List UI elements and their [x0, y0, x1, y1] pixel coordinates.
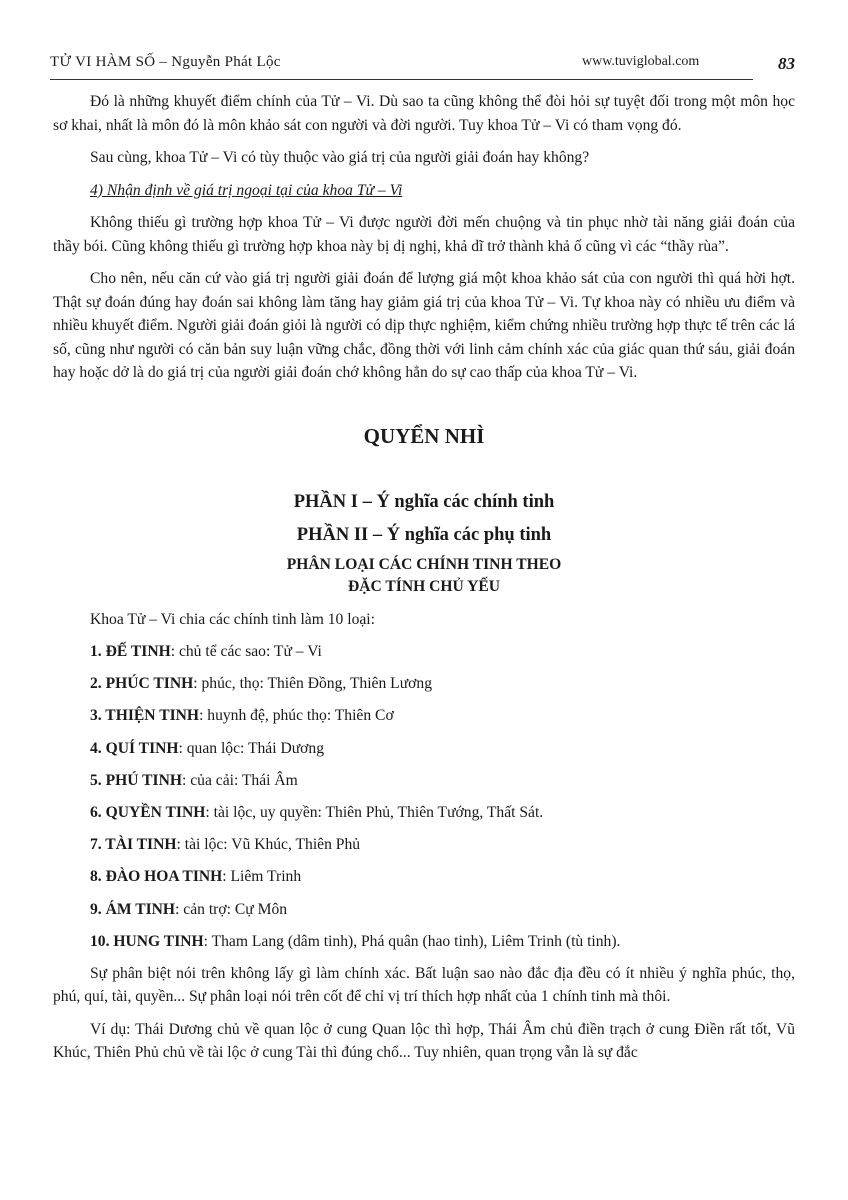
book-title: QUYỂN NHÌ — [363, 423, 485, 448]
paragraph: Cho nên, nếu căn cứ vào giá trị người giải đoán để lượng giá một khoa khảo sát của con người thì quá hời hợt. Thật sự đoán đúng hay đoán sai không làm tăng hay giảm giá trị của khoa Tử – Vi. Tự khoa này có nhiều ưu điểm và nhiều khuyết điểm. Người giải đoán giỏi là người có dịp thực nghiệm, kiểm chứng nhiều trường hợp thực tế trên các lá số, cũng như người có căn bản suy luận vững chắc, đồng thời với linh cảm chính xác của giác quan thứ sáu, giải đoán hay hoặc dở là do giá trị của người giải đoán chớ không hẳn do sự cao thấp của khoa Tử – Vi. — [53, 270, 795, 381]
classification-heading-line: PHÂN LOẠI CÁC CHÍNH TINH THEO — [286, 555, 562, 573]
paragraph: Không thiếu gì trường hợp khoa Tử – Vi được người đời mến chuộng và tin phục nhờ tài năng giải đoán của thầy bói. Cũng không thiếu gì trường hợp khoa này bị dị nghị, khả dĩ trở thành khả ố cũng vì các “thầy rùa”. — [53, 214, 795, 255]
intro-line: Khoa Tử – Vi chia các chính tinh làm 10 loại: — [90, 610, 375, 628]
item-label: 4. QUÍ TINH — [90, 739, 179, 757]
running-title: TỬ VI HÀM SỐ – Nguyễn Phát Lộc — [50, 54, 281, 70]
list-item — [53, 769, 795, 793]
item-label: 6. QUYỀN TINH — [90, 803, 206, 821]
item-label: 3. THIỆN TINH — [90, 707, 200, 725]
item-desc: : phúc, thọ: Thiên Đồng, Thiên Lương — [193, 675, 432, 693]
classification-heading — [53, 554, 795, 598]
section-subheading — [53, 179, 795, 203]
list-item — [53, 930, 795, 954]
item-label: 2. PHÚC TINH — [90, 675, 194, 693]
subheading-number: 4) — [90, 181, 103, 199]
item-label: 9. ÁM TINH — [90, 900, 176, 918]
header-rule — [50, 79, 753, 80]
part-heading: PHẦN I – Ý nghĩa các chính tinh — [293, 491, 555, 512]
item-desc: : tài lộc: Vũ Khúc, Thiên Phủ — [176, 836, 361, 854]
part-heading: PHẦN II – Ý nghĩa các phụ tinh — [296, 525, 552, 545]
item-label: 7. TÀI TINH — [90, 836, 177, 854]
item-desc: : chủ tể các sao: Tử – Vi — [170, 643, 322, 660]
website-url[interactable]: www.tuviglobal.com — [582, 54, 700, 69]
item-desc: : của cải: Thái Âm — [182, 771, 298, 789]
classification-heading-line: ĐẶC TÍNH CHỦ YẾU — [347, 577, 501, 595]
subheading-text: Nhận định về giá trị ngoại tại của khoa Tử – Vi — [106, 181, 403, 199]
list-item — [53, 704, 795, 728]
item-desc: : tài lộc, uy quyền: Thiên Phủ, Thiên Tướng, Thất Sát. — [205, 803, 544, 821]
paragraph: Sự phân biệt nói trên không lấy gì làm chính xác. Bất luận sao nào đắc địa đều có ít nhiều ý nghĩa phúc, thọ, phú, quí, tài, quyền... Sự phân loại nói trên cốt để chỉ vị trí thích hợp nhất của 1 chính tinh mà thôi. — [53, 964, 795, 1006]
paragraph: Ví dụ: Thái Dương chủ về quan lộc ở cung Quan lộc thì hợp, Thái Âm chủ điền trạch ở cung Điền rất tốt, Vũ Khúc, Thiên Phủ chủ về tài lộc ở cung Tài thì đúng chổ... Tuy nhiên, quan trọng vẫn là sự đắc — [53, 1020, 795, 1062]
list-item — [53, 865, 795, 889]
paragraph: Sau cùng, khoa Tử – Vi có tùy thuộc vào giá trị của người giải đoán hay không? — [90, 149, 590, 166]
item-desc: : Liêm Trinh — [222, 868, 302, 886]
item-label: 5. PHÚ TINH — [90, 771, 182, 789]
list-item — [53, 801, 795, 825]
page-number: 83 — [778, 54, 795, 73]
item-label: 8. ĐÀO HOA TINH — [90, 868, 223, 886]
paragraph: Đó là những khuyết điểm chính của Tử – Vi. Dù sao ta cũng không thể đòi hỏi sự tuyệt đối trong một môn học sơ khai, nhất là môn đó là môn khảo sát con người và đời người. Tuy khoa Tử – Vi có tham vọng đó. — [53, 93, 795, 134]
list-item — [53, 833, 795, 857]
page-header — [50, 50, 795, 78]
list-item — [53, 898, 795, 922]
item-desc: : huynh đệ, phúc thọ: Thiên Cơ — [199, 707, 394, 725]
list-item — [53, 672, 795, 696]
item-desc: : Tham Lang (dâm tinh), Phá quân (hao tinh), Liêm Trinh (tù tinh). — [203, 932, 621, 950]
item-label: 1. ĐẾ TINH — [90, 643, 171, 660]
item-desc: : cản trợ: Cự Môn — [175, 900, 288, 918]
item-label: 10. HUNG TINH — [90, 932, 204, 950]
item-desc: : quan lộc: Thái Dương — [178, 739, 324, 757]
list-item — [53, 737, 795, 761]
page-body — [53, 90, 795, 1074]
list-item — [53, 640, 795, 664]
